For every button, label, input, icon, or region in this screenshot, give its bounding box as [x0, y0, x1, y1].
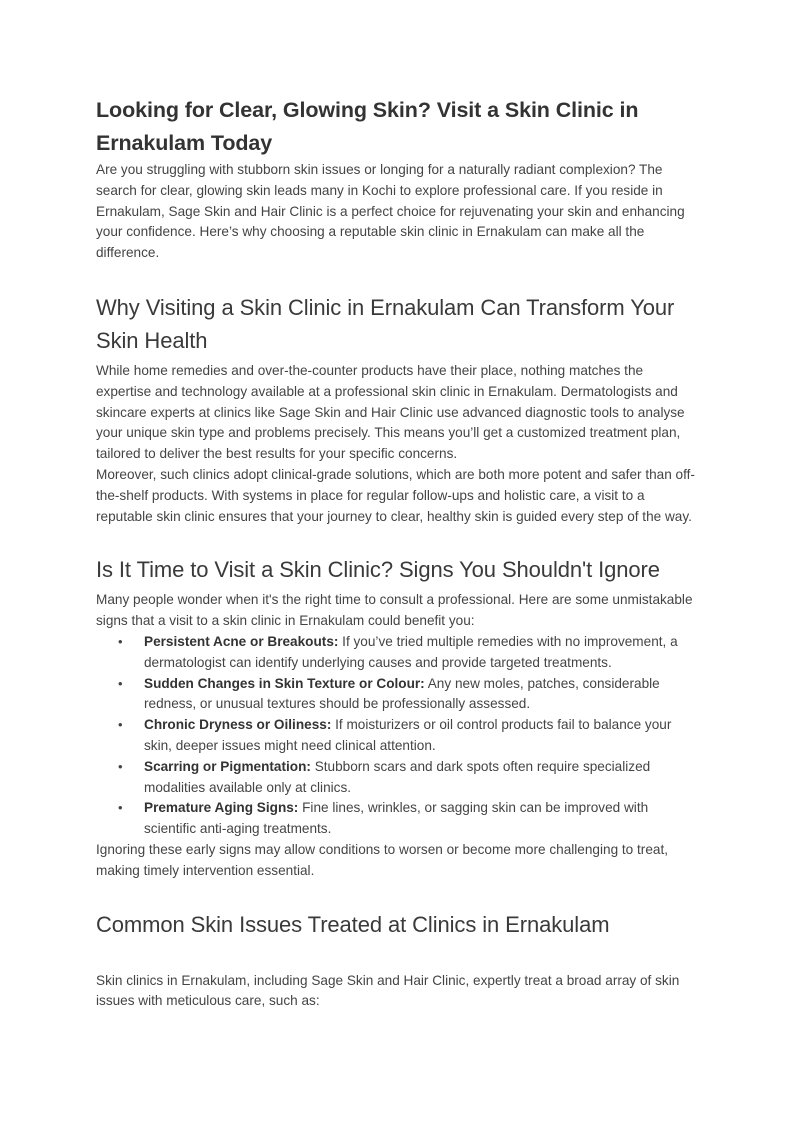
signs-outro-paragraph: Ignoring these early signs may allow conditions to worsen or become more challenging to treat, making timely intervention essential. [96, 841, 668, 878]
list-item-text: If you’ve tried multiple remedies with no improvement, a dermatologist can identify underlying causes and provide targeted treatments. [144, 633, 678, 670]
list-item-term: Premature Aging Signs: [144, 800, 299, 816]
list-item-text: Any new moles, patches, considerable redness, or unusual textures should be professionally assessed. [144, 675, 660, 712]
list-item [96, 674, 700, 716]
bullet-icon: • [118, 758, 123, 774]
list-item [96, 757, 700, 799]
list-item-term: Scarring or Pigmentation: [144, 758, 311, 774]
list-item [96, 632, 700, 674]
article-title: Looking for Clear, Glowing Skin? Visit a Skin Clinic in Ernakulam Today [96, 98, 639, 155]
bullet-icon: • [118, 675, 123, 691]
bullet-icon: • [118, 717, 123, 733]
signs-intro-paragraph: Many people wonder when it's the right time to consult a professional. Here are some unmistakable signs that a visit to a skin clinic in Ernakulam could benefit you: [96, 592, 693, 629]
signs-list [96, 632, 700, 840]
list-item [96, 798, 700, 840]
why-visit-paragraph-2: Moreover, such clinics adopt clinical-grade solutions, which are both more potent and safer than off-the-shelf products. With systems in place for regular follow-ups and holistic care, a visit to a reputable skin clinic ensures that your journey to clear, healthy skin is guided every step of the way. [96, 466, 695, 524]
section-heading-signs: Is It Time to Visit a Skin Clinic? Signs You Shouldn't Ignore [96, 557, 660, 583]
bullet-icon: • [118, 800, 123, 816]
section-heading-why-visit: Why Visiting a Skin Clinic in Ernakulam Can Transform Your Skin Health [96, 294, 675, 353]
list-item-text: If moisturizers or oil control products fail to balance your skin, deeper issues might need clinical attention. [144, 717, 672, 753]
why-visit-paragraph-1: While home remedies and over-the-counter products have their place, nothing matches the expertise and technology available at a professional skin clinic in Ernakulam. Dermatologists and skincare experts at clinics like Sage Skin and Hair Clinic use advanced diagnostic tools to analyse your unique skin type and problems precisely. This means you’ll get a customized treatment plan, tailored to deliver the best results for your specific concerns. [96, 362, 685, 462]
list-item-text: Fine lines, wrinkles, or sagging skin can be improved with scientific anti-aging treatments. [144, 800, 649, 837]
bullet-icon: • [118, 633, 123, 649]
list-item-term: Chronic Dryness or Oiliness: [144, 717, 332, 733]
intro-paragraph: Are you struggling with stubborn skin issues or longing for a naturally radiant complexion? The search for clear, glowing skin leads many in Kochi to explore professional care. If you reside in Ernakulam, Sage Skin and Hair Clinic is a perfect choice for rejuvenating your skin and enhancing your confidence. Here’s why choosing a reputable skin clinic in Ernakulam can make all the difference. [96, 162, 685, 261]
common-issues-intro-paragraph: Skin clinics in Ernakulam, including Sage Skin and Hair Clinic, expertly treat a broad array of skin issues with meticulous care, such as: [96, 972, 680, 1009]
list-item-term: Persistent Acne or Breakouts: [144, 633, 339, 649]
document-page [96, 94, 700, 1012]
section-heading-common-issues: Common Skin Issues Treated at Clinics in Ernakulam [96, 911, 610, 937]
list-item [96, 715, 700, 757]
list-item-text: Stubborn scars and dark spots often require specialized modalities available only at clinics. [144, 758, 651, 795]
list-item-term: Sudden Changes in Skin Texture or Colour: [144, 675, 425, 691]
